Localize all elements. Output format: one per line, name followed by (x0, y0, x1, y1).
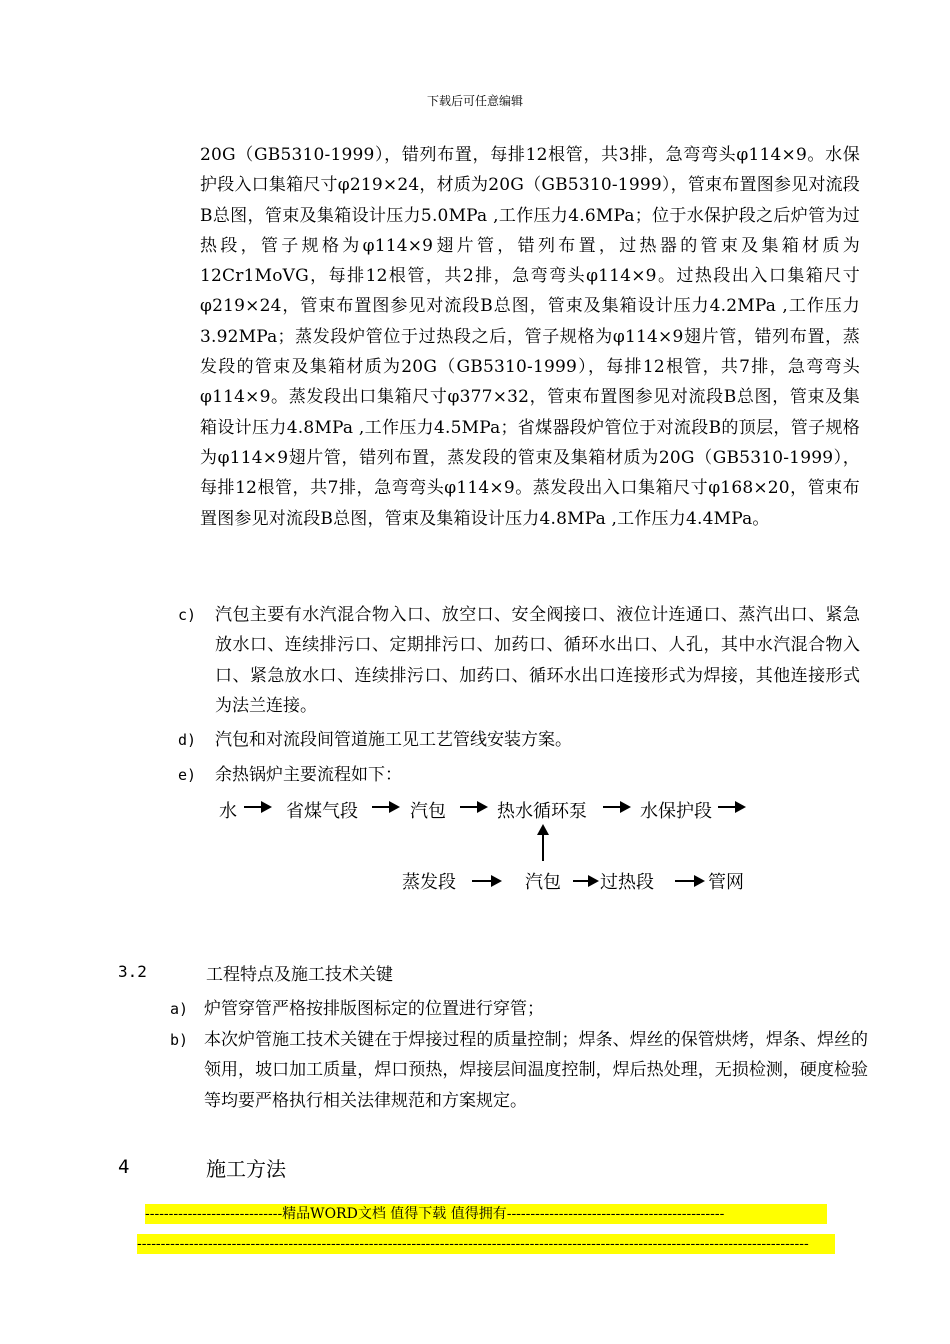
flow-arrow (472, 880, 500, 882)
flow-node-water-protection: 水保护段 (640, 801, 712, 822)
list-label: d) (178, 731, 197, 749)
flow-arrow (718, 806, 744, 808)
flow-node-superheater: 过热段 (600, 872, 654, 893)
flow-node-pump: 热水循环泵 (497, 801, 587, 822)
list-label: a) (170, 1000, 189, 1018)
footer-divider: ---------------------------------------------------------------------------------------------------------------------------------------------- (137, 1234, 835, 1254)
footer-banner: -----------------------------精品WORD文档 值得下载 值得拥有---------------------------------------------- (145, 1204, 827, 1224)
list-label: e) (178, 766, 197, 784)
list-text: 汽包主要有水汽混合物入口、放空口、安全阀接口、液位计连通口、蒸汽出口、紧急放水口、连续排污口、定期排污口、加药口、循环水出口、人孔，其中水汽混合物入口、紧急放水口、连续排污口、加药口、循环水出口连接形式为焊接，其他连接形式为法兰连接。 (215, 605, 860, 716)
flow-node-drum-2: 汽包 (525, 872, 561, 893)
flow-arrow (603, 806, 629, 808)
flow-node-evaporator: 蒸发段 (402, 872, 456, 893)
intro-paragraph: 20G（GB5310-1999），错列布置，每排12根管，共3排，急弯弯头φ114×9。水保护段入口集箱尺寸φ219×24，材质为20G（GB5310-1999），管束布置图参见对流段B总图，管束及集箱设计压力5.0MPa ,工作压力4.6MPa；位于水保护段之后炉管为过热段，管子规格为φ114×9翅片管，错列布置，过热器的管束及集箱材质为12Cr1MoVG，每排12根管，共2排，急弯弯头φ114×9。过热段出入口集箱尺寸φ219×24，管束布置图参见对流段B总图，管束及集箱设计压力4.2MPa ,工作压力3.92MPa；蒸发段炉管位于过热段之后，管子规格为φ114×9翅片管，错列布置，蒸发段的管束及集箱材质为20G（GB5310-1999），每排12根管，共7排，急弯弯头φ114×9。蒸发段出口集箱尺寸φ377×32，管束布置图参见对流段B总图，管束及集箱设计压力4.8MPa ,工作压力4.5MPa；省煤器段炉管位于对流段B的顶层，管子规格为φ114×9翅片管，错列布置，蒸发段的管束及集箱材质为20G（GB5310-1999），每排12根管，共7排，急弯弯头φ114×9。蒸发段出入口集箱尺寸φ168×20，管束布置图参见对流段B总图，管束及集箱设计压力4.8MPa ,工作压力4.4MPa。 (200, 145, 860, 529)
flow-arrow (372, 806, 398, 808)
list-label: b) (170, 1031, 189, 1049)
section-number: 4 (118, 1156, 130, 1178)
flow-arrow (573, 880, 597, 882)
list-text: 炉管穿管严格按排版图标定的位置进行穿管； (204, 999, 544, 1019)
flow-node-water: 水 (219, 801, 237, 822)
flow-node-drum: 汽包 (410, 801, 446, 822)
list-text: 余热锅炉主要流程如下： (215, 765, 402, 785)
page-header: 下载后可任意编辑 (426, 94, 523, 108)
flow-node-pipe-network: 管网 (708, 872, 744, 893)
section-number: 3.2 (118, 962, 147, 981)
flow-arrow-up (542, 833, 544, 861)
section-title: 工程特点及施工技术关键 (206, 965, 393, 985)
list-text: 汽包和对流段间管道施工见工艺管线安装方案。 (215, 730, 572, 750)
section-title: 施工方法 (206, 1157, 286, 1181)
flow-arrow (675, 880, 703, 882)
flow-arrow (244, 806, 270, 808)
flow-node-economizer: 省煤气段 (286, 801, 358, 822)
list-text: 本次炉管施工技术关键在于焊接过程的质量控制；焊条、焊丝的保管烘烤，焊条、焊丝的领用，坡口加工质量，焊口预热，焊接层间温度控制，焊后热处理，无损检测，硬度检验等均要严格执行相关法律规范和方案规定。 (204, 1030, 868, 1111)
list-label: c) (178, 606, 197, 624)
flow-arrow (460, 806, 486, 808)
